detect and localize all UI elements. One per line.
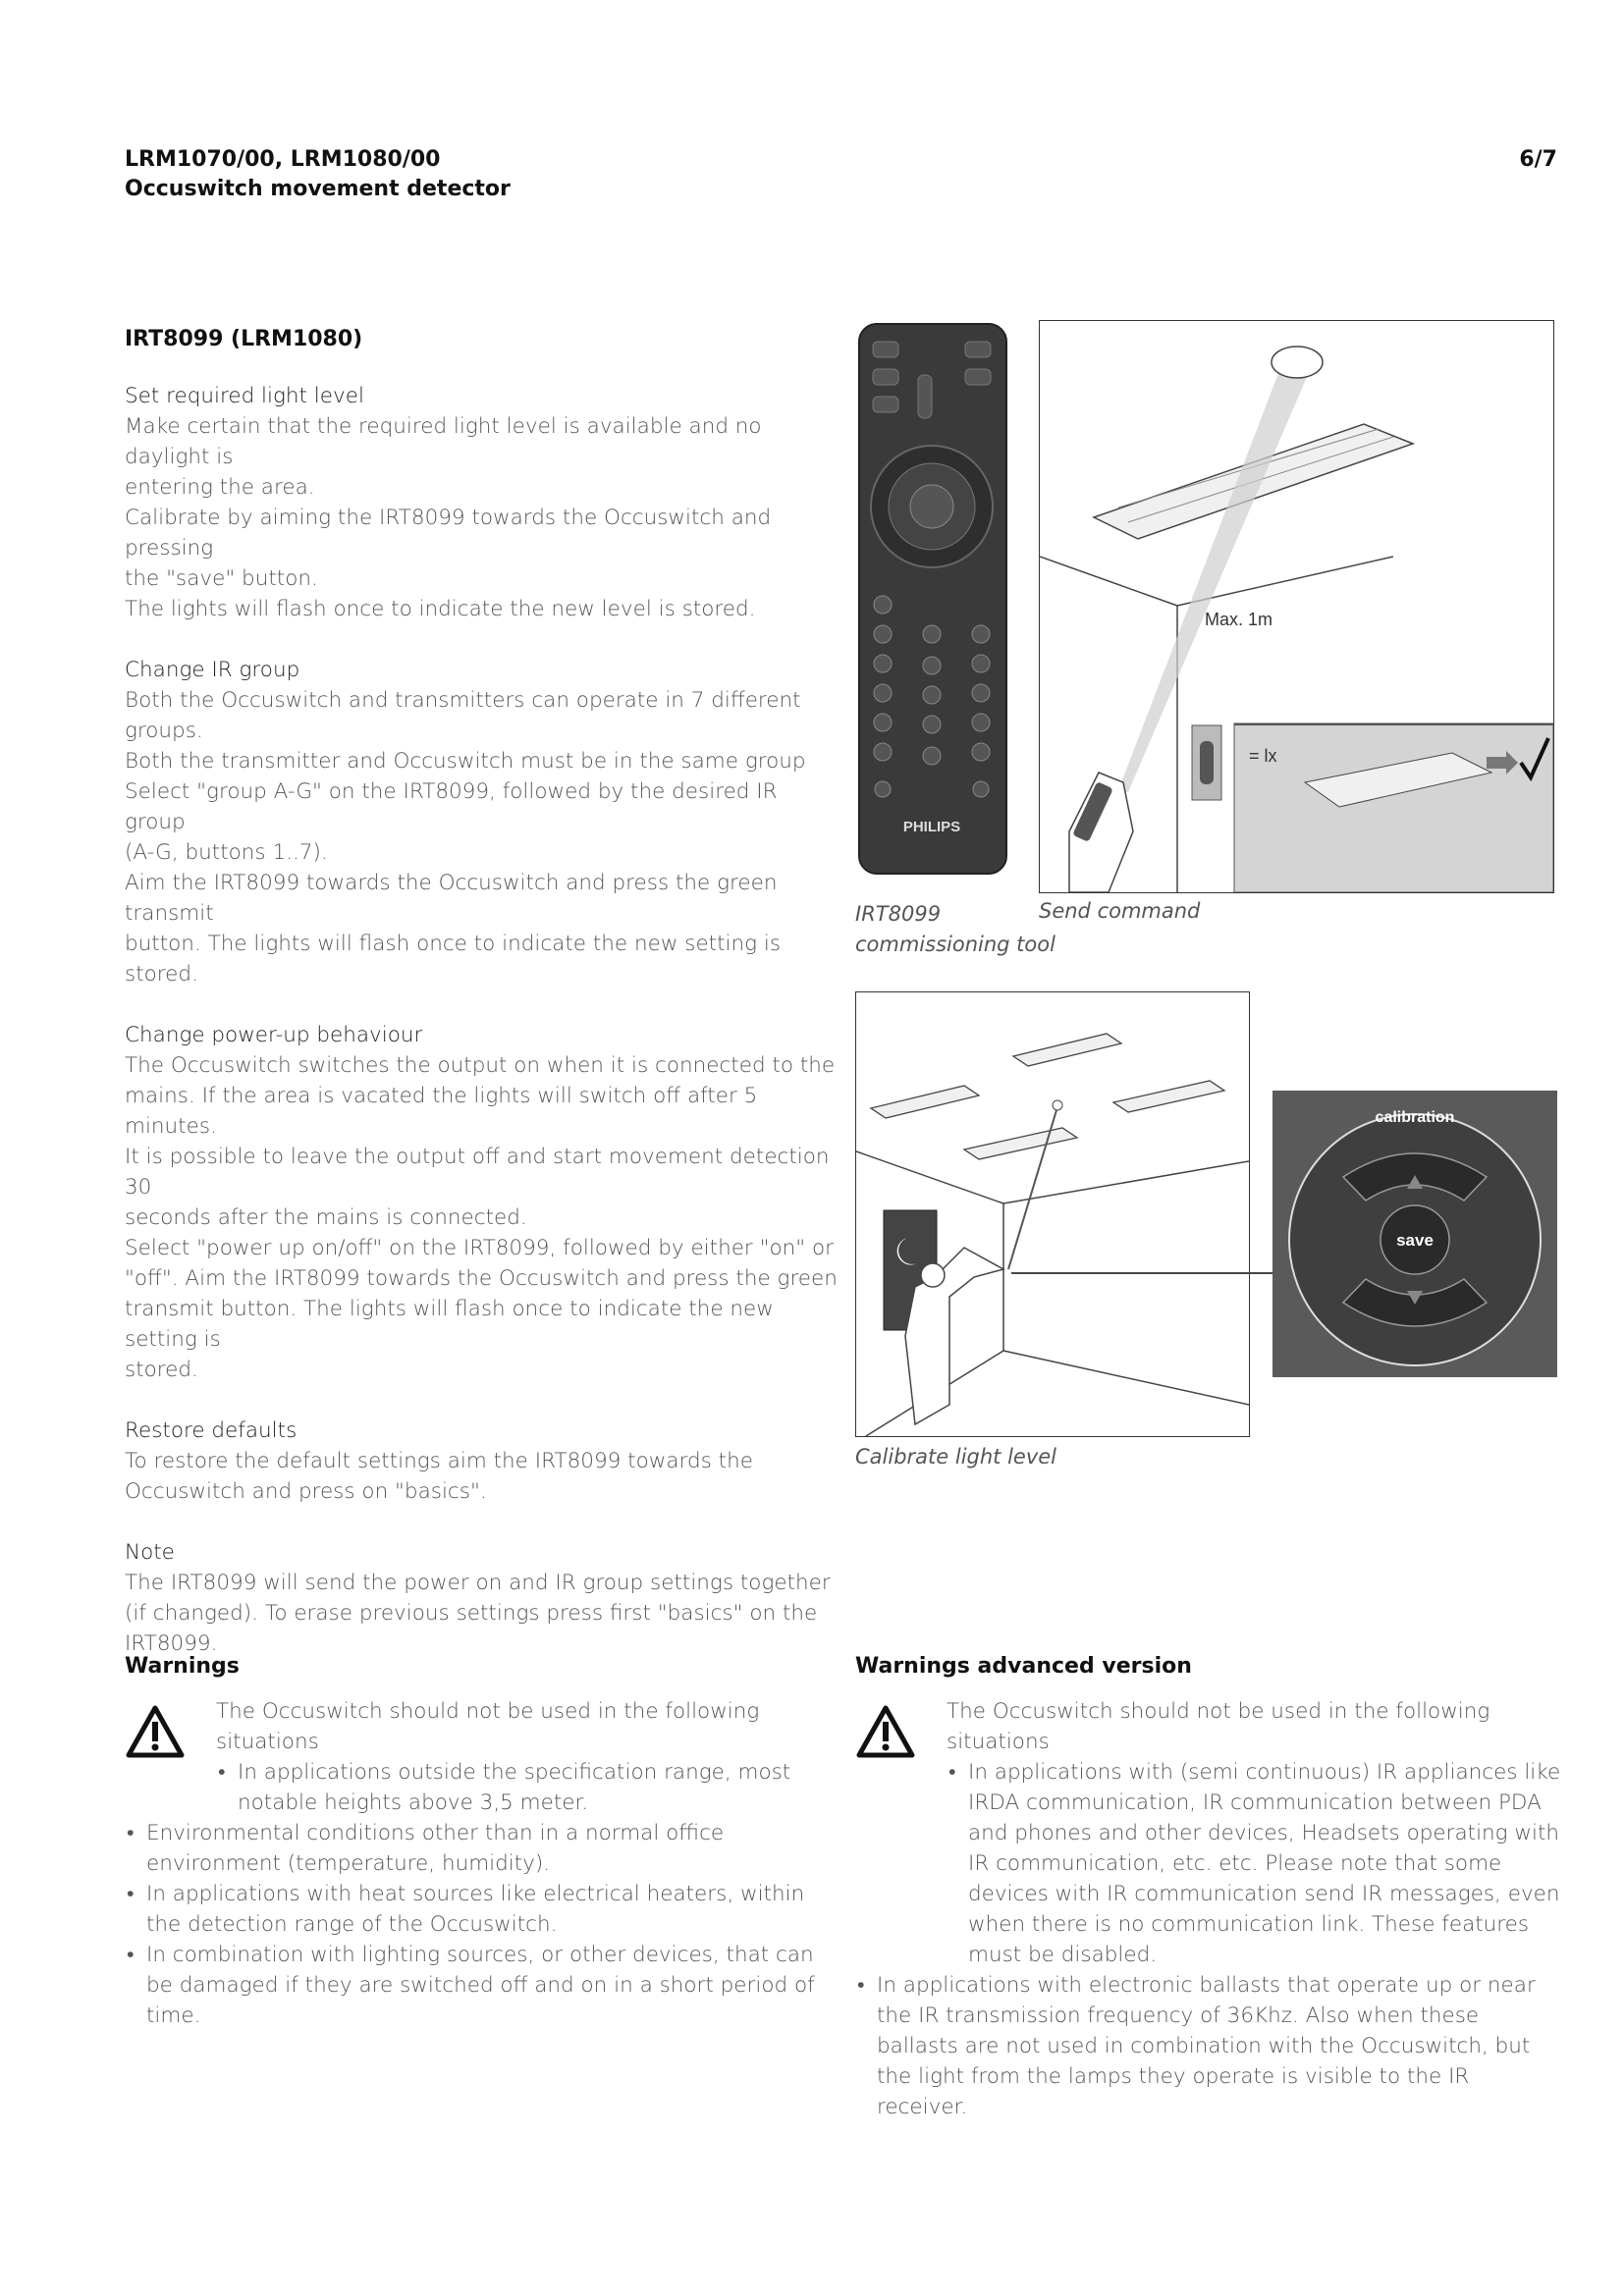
- instruction-line: Occuswitch and press on "basics".: [125, 1479, 487, 1504]
- instruction-line: (if changed). To erase previous settings press first "basics" on the: [125, 1601, 818, 1626]
- warning-triangle-icon: [855, 1704, 916, 1759]
- max-distance-label: Max. 1m: [1205, 610, 1273, 629]
- instruction-line: entering the area.: [125, 475, 315, 500]
- send-command-illustration: [1040, 321, 1553, 892]
- instruction-line: Select "power up on/off" on the IRT8099, followed by either "on" or: [125, 1236, 834, 1260]
- instruction-line: Both the Occuswitch and transmitters can operate in 7 different groups.: [125, 688, 801, 743]
- warnings-list: [125, 1757, 832, 2031]
- document-subtitle: Occuswitch movement detector: [125, 177, 511, 201]
- instruction-heading: Set required light level: [125, 384, 364, 408]
- instruction-line: To restore the default settings aim the IRT8099 towards the: [125, 1449, 753, 1473]
- document-product-codes: LRM1070/00, LRM1080/00: [125, 147, 441, 172]
- calibration-label: calibration: [1375, 1109, 1455, 1126]
- remote-caption-model: IRT8099: [855, 902, 942, 926]
- lux-label: = lx: [1249, 746, 1277, 766]
- instruction-line: Calibrate by aiming the IRT8099 towards the Occuswitch and pressing: [125, 506, 772, 561]
- instruction-block: [125, 1020, 841, 1385]
- instruction-heading: Note: [125, 1540, 175, 1565]
- warnings-advanced-intro: The Occuswitch should not be used in the following situations: [947, 1699, 1490, 1754]
- warnings-title: Warnings: [125, 1654, 240, 1679]
- instruction-block: [125, 1415, 841, 1507]
- instruction-line: Aim the IRT8099 towards the Occuswitch and press the green transmit: [125, 871, 778, 926]
- warning-item: • Environmental conditions other than in a normal office environment (temperature, humidity).: [125, 1818, 832, 1879]
- calibration-buttons-illustration: [1272, 1091, 1557, 1377]
- warnings-advanced-list: [855, 1757, 1562, 2122]
- instruction-line: (A-G, buttons 1..7).: [125, 840, 328, 865]
- warning-item: • In applications with electronic ballasts that operate up or near the IR transmission frequency of 36Khz. Also when these ballasts are not used in combination with the Occuswitch, but the light from the lamps they operate is visible to the IR receiver.: [855, 1970, 1562, 2122]
- instruction-line: "off". Aim the IRT8099 towards the Occuswitch and press the green: [125, 1266, 838, 1291]
- instruction-line: It is possible to leave the output off and start movement detection 30: [125, 1145, 830, 1200]
- instruction-line: button. The lights will flash once to indicate the new setting is stored.: [125, 932, 782, 987]
- save-button-label: save: [1396, 1231, 1434, 1250]
- instruction-line: mains. If the area is vacated the lights will switch off after 5 minutes.: [125, 1084, 758, 1139]
- page-number: 6/7: [1519, 147, 1557, 172]
- remote-caption-description: commissioning tool: [855, 933, 1056, 956]
- instruction-heading: Restore defaults: [125, 1418, 298, 1443]
- remote-control-illustration: [855, 320, 1012, 880]
- warnings-intro: The Occuswitch should not be used in the following situations: [216, 1699, 760, 1754]
- instruction-blocks: [125, 381, 841, 1659]
- irt8099-section: [125, 327, 841, 1689]
- remote-brand-label: PHILIPS: [902, 819, 961, 835]
- instruction-block: [125, 381, 841, 624]
- calibrate-room-figure: [855, 991, 1250, 1437]
- instruction-line: Both the transmitter and Occuswitch must be in the same group: [125, 749, 806, 774]
- warning-item: • In applications outside the specification range, most notable heights above 3,5 meter.: [216, 1757, 832, 1818]
- zoom-connector-line: [1011, 1272, 1289, 1274]
- warning-item: • In applications with heat sources like electrical heaters, within the detection range of the Occuswitch.: [125, 1879, 832, 1940]
- calibration-zoom-figure: [1272, 1091, 1557, 1377]
- instruction-line: IRT8099.: [125, 1631, 218, 1656]
- calibrate-caption: Calibrate light level: [855, 1445, 1057, 1468]
- instruction-line: The Occuswitch switches the output on when it is connected to the: [125, 1053, 836, 1078]
- instruction-block: [125, 1537, 841, 1659]
- warnings-advanced-section: [855, 1654, 1562, 2122]
- instruction-line: The IRT8099 will send the power on and IR group settings together: [125, 1571, 831, 1595]
- instruction-line: Select "group A-G" on the IRT8099, followed by the desired IR group: [125, 779, 778, 834]
- warnings-section: [125, 1654, 832, 2031]
- warning-triangle-icon: [125, 1704, 186, 1759]
- instruction-line: The lights will flash once to indicate the new level is stored.: [125, 597, 756, 621]
- warning-item: • In applications with (semi continuous) IR appliances like IRDA communication, IR communication between PDA and phones and other devices, Headsets operating with IR communication, etc. etc. Please note that some devices with IR communication send IR messages, even when there is no communication link. These features must be disabled.: [947, 1757, 1562, 1970]
- instruction-heading: Change IR group: [125, 658, 300, 682]
- warning-item: • In combination with lighting sources, or other devices, that can be damaged if they are switched off and on in a short period of time.: [125, 1940, 832, 2031]
- send-command-figure: [1039, 320, 1554, 893]
- instruction-block: [125, 655, 841, 989]
- warnings-advanced-title: Warnings advanced version: [855, 1654, 1192, 1679]
- instruction-line: stored.: [125, 1358, 198, 1382]
- section-title: IRT8099 (LRM1080): [125, 327, 363, 351]
- instruction-heading: Change power-up behaviour: [125, 1023, 423, 1047]
- send-command-caption: Send command: [1039, 899, 1201, 923]
- instruction-line: transmit button. The lights will flash once to indicate the new setting is: [125, 1297, 774, 1352]
- remote-figure: [855, 320, 1012, 880]
- instruction-line: seconds after the mains is connected.: [125, 1205, 527, 1230]
- instruction-line: the "save" button.: [125, 566, 318, 591]
- calibrate-room-illustration: [856, 992, 1249, 1436]
- instruction-line: Make certain that the required light level is available and no daylight is: [125, 414, 762, 469]
